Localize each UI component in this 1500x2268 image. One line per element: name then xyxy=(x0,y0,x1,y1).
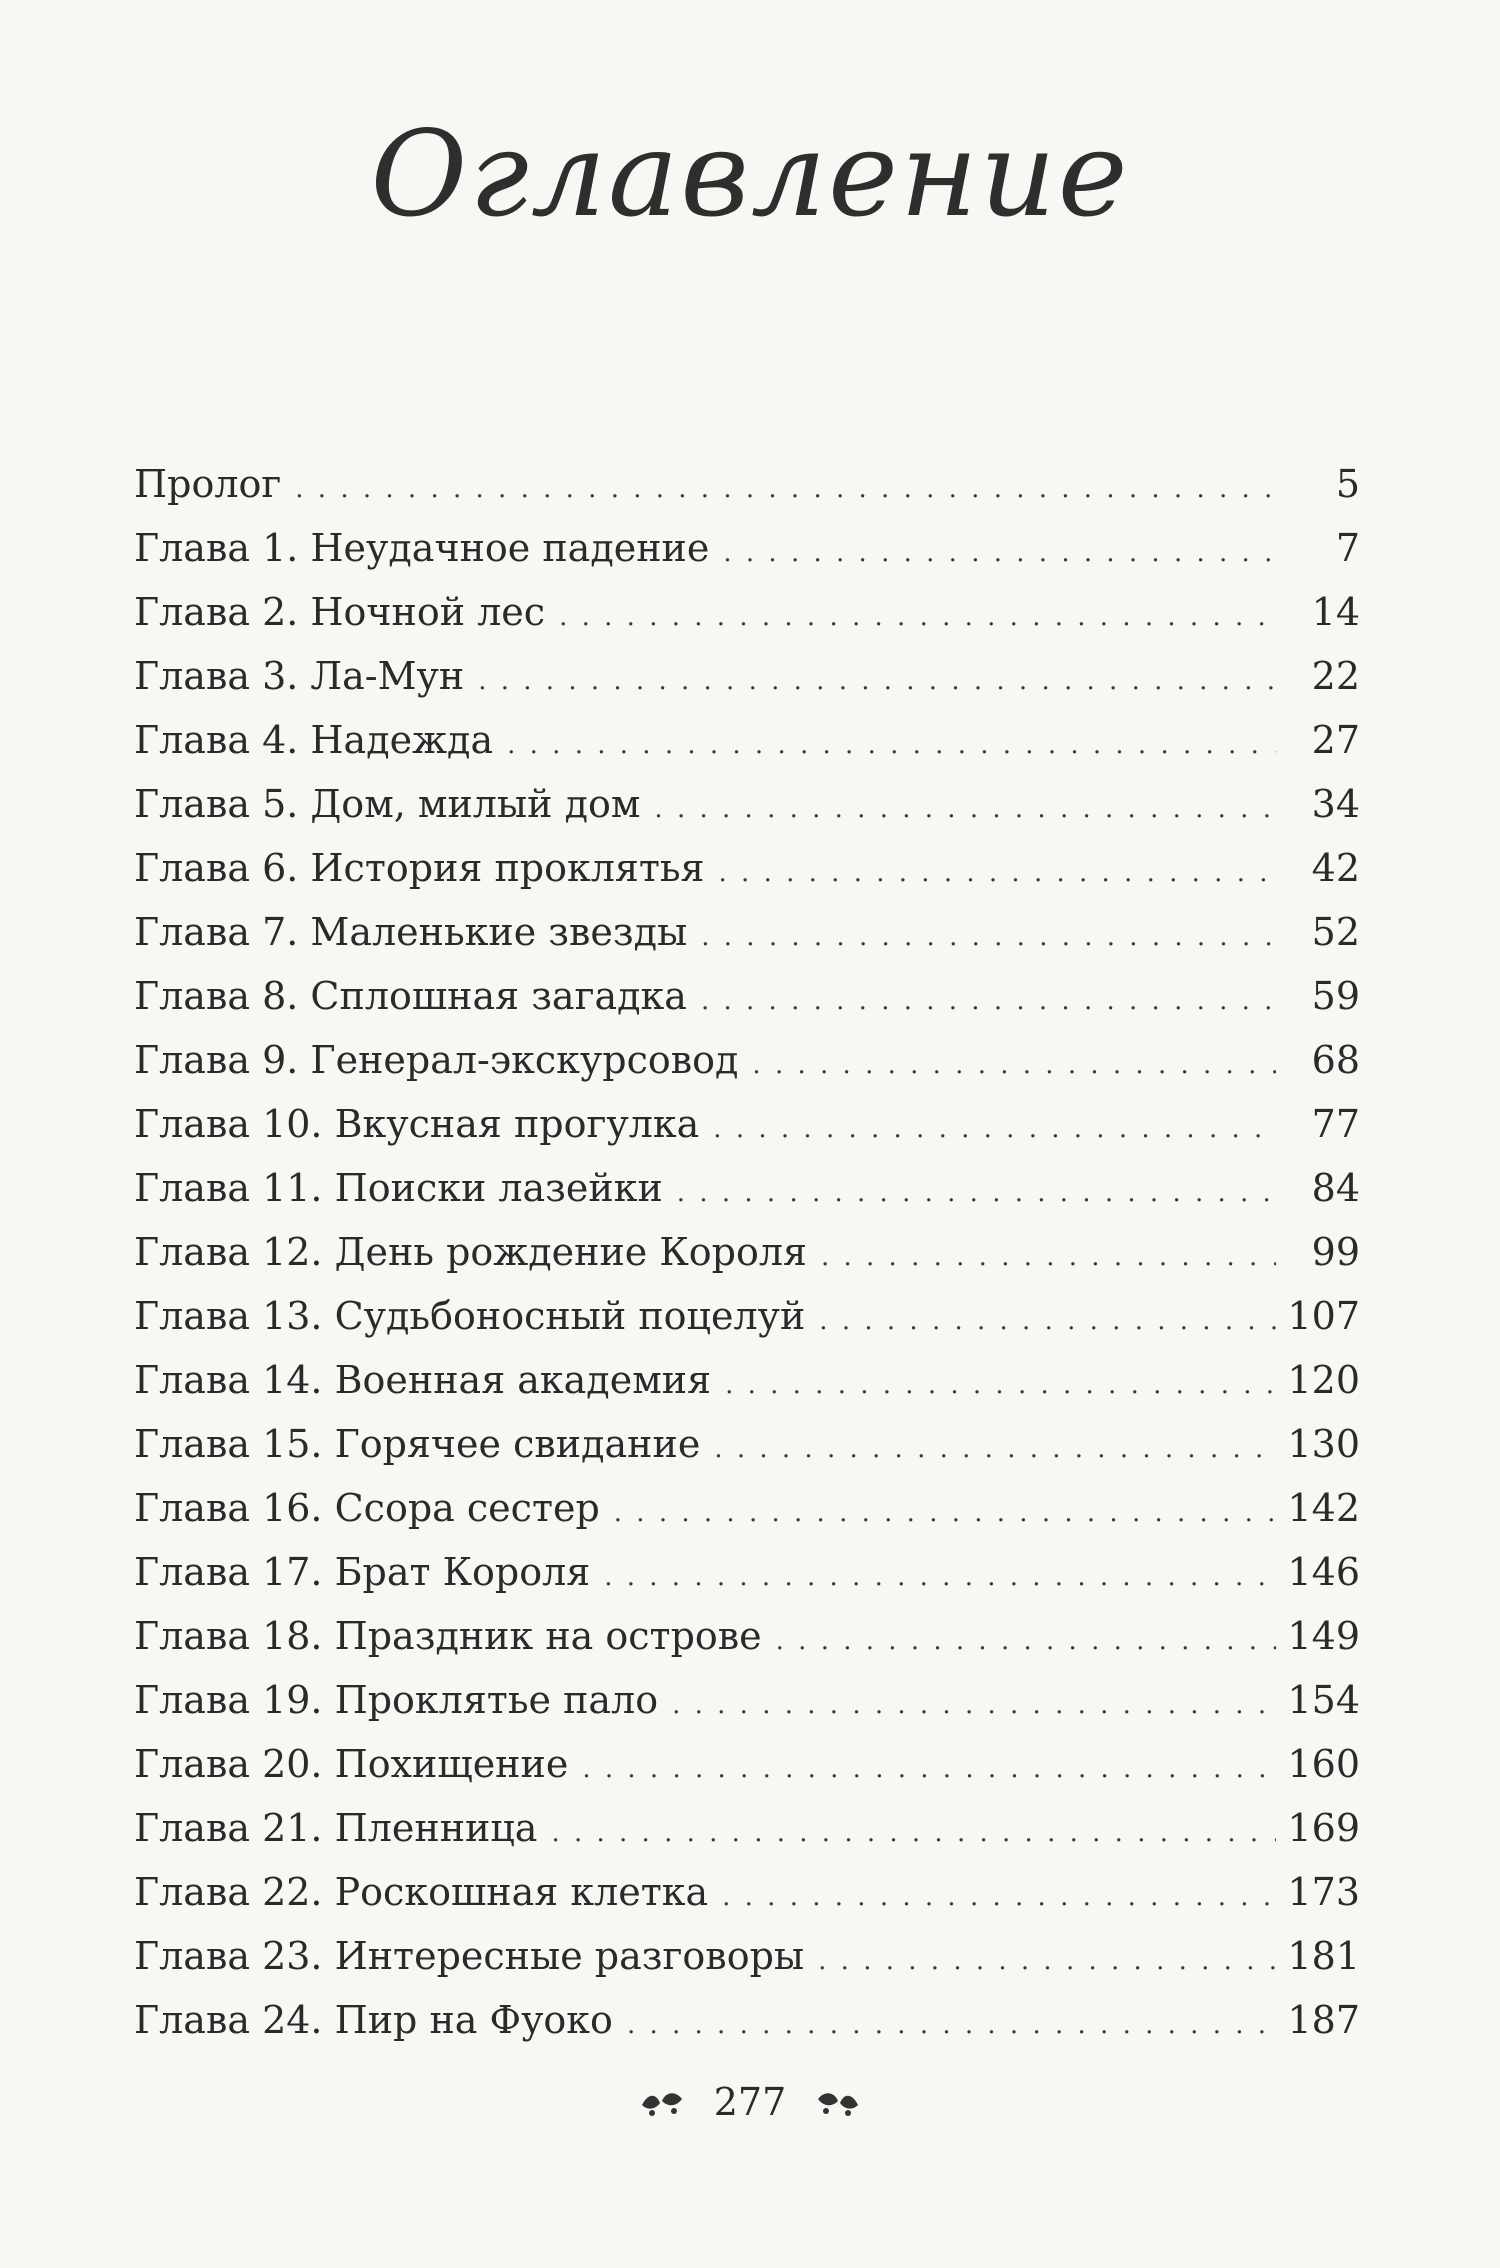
dot-leader xyxy=(723,521,1276,585)
toc-entry xyxy=(134,1284,1360,1348)
toc-entry-page: 34 xyxy=(1311,782,1360,826)
toc-entry xyxy=(134,772,1360,836)
dot-leader xyxy=(654,777,1276,841)
toc-entry xyxy=(134,1156,1360,1220)
toc-entry-title: Глава 15. Горячее свидание xyxy=(134,1422,701,1466)
toc-entry-page: 120 xyxy=(1287,1358,1360,1402)
page-footer xyxy=(0,2080,1500,2124)
toc-entry-page: 160 xyxy=(1287,1742,1360,1786)
dot-leader xyxy=(713,1097,1276,1161)
toc-entry-page: 59 xyxy=(1311,974,1360,1018)
toc-entry-page: 99 xyxy=(1311,1230,1360,1274)
toc-entry-page: 169 xyxy=(1287,1806,1360,1850)
toc-entry-page: 142 xyxy=(1287,1486,1360,1530)
toc-entry-title: Глава 20. Похищение xyxy=(134,1742,569,1786)
dot-leader xyxy=(582,1737,1276,1801)
toc-entry xyxy=(134,1220,1360,1284)
toc-entry-page: 173 xyxy=(1287,1870,1360,1914)
dot-leader xyxy=(714,1417,1276,1481)
toc-entry-page: 149 xyxy=(1287,1614,1360,1658)
toc-entry xyxy=(134,1540,1360,1604)
toc-entry-page: 68 xyxy=(1311,1038,1360,1082)
toc-entry xyxy=(134,900,1360,964)
toc-entry xyxy=(134,644,1360,708)
toc-entry xyxy=(134,1796,1360,1860)
toc-entry-title: Глава 9. Генерал-экскурсовод xyxy=(134,1038,739,1082)
table-of-contents xyxy=(134,452,1360,2052)
floral-ornament-icon xyxy=(638,2087,686,2117)
toc-entry-page: 187 xyxy=(1287,1998,1360,2042)
dot-leader xyxy=(551,1801,1276,1865)
toc-entry-title: Глава 5. Дом, милый дом xyxy=(134,782,641,826)
toc-entry xyxy=(134,580,1360,644)
toc-entry-title: Глава 22. Роскошная клетка xyxy=(134,1870,709,1914)
toc-entry-page: 14 xyxy=(1311,590,1360,634)
toc-entry-page: 22 xyxy=(1311,654,1360,698)
toc-entry-title: Глава 6. История проклятья xyxy=(134,846,705,890)
dot-leader xyxy=(677,1161,1276,1225)
toc-entry-title: Глава 4. Надежда xyxy=(134,718,494,762)
dot-leader xyxy=(604,1545,1276,1609)
toc-entry-title: Глава 2. Ночной лес xyxy=(134,590,546,634)
toc-entry xyxy=(134,708,1360,772)
dot-leader xyxy=(627,1993,1276,2057)
toc-entry-page: 27 xyxy=(1311,718,1360,762)
page-number: 277 xyxy=(713,2080,787,2124)
toc-entry-title: Глава 18. Праздник на острове xyxy=(134,1614,762,1658)
toc-entry xyxy=(134,836,1360,900)
dot-leader xyxy=(478,649,1276,713)
dot-leader xyxy=(821,1225,1276,1289)
toc-entry-title: Глава 7. Маленькие звезды xyxy=(134,910,688,954)
toc-entry-title: Пролог xyxy=(134,462,282,506)
dot-leader xyxy=(752,1033,1276,1097)
dot-leader xyxy=(722,1865,1276,1929)
dot-leader xyxy=(719,841,1276,905)
toc-entry xyxy=(134,1092,1360,1156)
toc-entry-page: 7 xyxy=(1335,526,1360,570)
dot-leader xyxy=(725,1353,1276,1417)
dot-leader xyxy=(818,1929,1276,1993)
toc-entry-title: Глава 21. Пленница xyxy=(134,1806,538,1850)
toc-entry-title: Глава 16. Ссора сестер xyxy=(134,1486,600,1530)
toc-entry-title: Глава 11. Поиски лазейки xyxy=(134,1166,663,1210)
toc-entry-page: 84 xyxy=(1311,1166,1360,1210)
toc-entry-page: 52 xyxy=(1311,910,1360,954)
toc-entry-title: Глава 24. Пир на Фуоко xyxy=(134,1998,613,2042)
toc-entry-title: Глава 23. Интересные разговоры xyxy=(134,1934,805,1978)
toc-entry-title: Глава 1. Неудачное падение xyxy=(134,526,710,570)
toc-entry-page: 154 xyxy=(1287,1678,1360,1722)
toc-entry xyxy=(134,1924,1360,1988)
toc-entry xyxy=(134,1604,1360,1668)
toc-entry-page: 181 xyxy=(1287,1934,1360,1978)
toc-entry xyxy=(134,452,1360,516)
dot-leader xyxy=(507,713,1276,777)
toc-entry-page: 42 xyxy=(1311,846,1360,890)
dot-leader xyxy=(295,457,1276,521)
toc-entry xyxy=(134,1860,1360,1924)
dot-leader xyxy=(559,585,1276,649)
dot-leader xyxy=(776,1609,1276,1673)
toc-entry-title: Глава 13. Судьбоносный поцелуй xyxy=(134,1294,806,1338)
dot-leader xyxy=(819,1289,1276,1353)
toc-entry-title: Глава 12. День рождение Короля xyxy=(134,1230,807,1274)
toc-entry-title: Глава 10. Вкусная прогулка xyxy=(134,1102,700,1146)
toc-entry-title: Глава 14. Военная академия xyxy=(134,1358,712,1402)
toc-entry-title: Глава 19. Проклятье пало xyxy=(134,1678,659,1722)
toc-entry xyxy=(134,1988,1360,2052)
toc-entry-page: 107 xyxy=(1287,1294,1360,1338)
page-title: Оглавление xyxy=(370,105,1130,243)
toc-entry xyxy=(134,516,1360,580)
toc-entry-title: Глава 17. Брат Короля xyxy=(134,1550,591,1594)
toc-entry xyxy=(134,1412,1360,1476)
toc-entry-page: 5 xyxy=(1335,462,1360,506)
toc-entry xyxy=(134,1732,1360,1796)
toc-entry-title: Глава 8. Сплошная загадка xyxy=(134,974,687,1018)
toc-entry-page: 130 xyxy=(1287,1422,1360,1466)
dot-leader xyxy=(701,969,1276,1033)
toc-entry xyxy=(134,1476,1360,1540)
dot-leader xyxy=(614,1481,1276,1545)
toc-entry-page: 146 xyxy=(1287,1550,1360,1594)
toc-entry xyxy=(134,964,1360,1028)
toc-entry xyxy=(134,1028,1360,1092)
dot-leader xyxy=(701,905,1276,969)
dot-leader xyxy=(672,1673,1276,1737)
toc-entry-page: 77 xyxy=(1311,1102,1360,1146)
floral-ornament-icon xyxy=(814,2087,862,2117)
toc-entry xyxy=(134,1668,1360,1732)
toc-entry xyxy=(134,1348,1360,1412)
toc-entry-title: Глава 3. Ла-Мун xyxy=(134,654,465,698)
